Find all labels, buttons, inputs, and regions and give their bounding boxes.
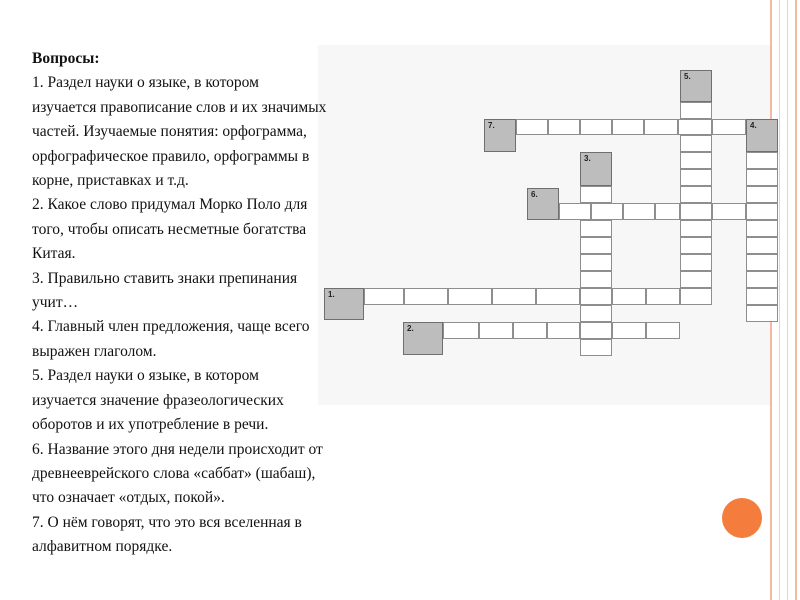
question-line: Китая. (32, 245, 76, 263)
crossword-cell[interactable] (580, 339, 612, 356)
crossword-cell[interactable] (646, 288, 680, 305)
crossword-cell[interactable] (746, 169, 778, 186)
questions-list (32, 71, 422, 559)
crossword-cell[interactable] (746, 288, 778, 305)
crossword-cell[interactable] (746, 220, 778, 237)
crossword-cell[interactable] (580, 271, 612, 288)
crossword-cell[interactable] (680, 220, 712, 237)
crossword-cell[interactable] (680, 203, 712, 220)
crossword-cell[interactable] (644, 119, 678, 135)
question-line: 1. Раздел науки о языке, в котором (32, 74, 259, 92)
questions-block (32, 47, 422, 560)
slide-border-line (779, 0, 780, 600)
crossword-cell[interactable] (580, 220, 612, 237)
crossword-cell[interactable] (746, 203, 778, 220)
crossword-cell[interactable] (680, 288, 712, 305)
crossword-cell[interactable] (580, 254, 612, 271)
crossword-cell[interactable] (580, 305, 612, 322)
crossword-cell[interactable] (580, 119, 612, 135)
crossword-cell[interactable] (580, 288, 612, 305)
crossword-cell[interactable] (746, 237, 778, 254)
question-line: корне, приставках и т.д. (32, 172, 189, 190)
crossword-cell[interactable] (746, 271, 778, 288)
accent-circle (722, 498, 762, 538)
question-line: оборотов и их употребление в речи. (32, 416, 269, 434)
crossword-cell[interactable] (746, 186, 778, 203)
crossword-cell[interactable] (548, 119, 580, 135)
crossword-cell[interactable] (559, 203, 591, 220)
clue-number-5: 5. (680, 70, 712, 102)
crossword-cell[interactable] (612, 119, 644, 135)
question-line: учит… (32, 294, 79, 312)
crossword-cell[interactable] (448, 288, 492, 305)
crossword-cell[interactable] (655, 203, 680, 220)
question-line: орфографическое правило, орфограммы в (32, 147, 310, 165)
question-line: изучается правописание слов и их значимых (32, 98, 327, 116)
slide-border-line (787, 0, 788, 600)
question-line: что означает «отдых, покой». (32, 489, 225, 507)
crossword-cell[interactable] (680, 254, 712, 271)
question-line: 2. Какое слово придумал Морко Поло для (32, 196, 308, 214)
clue-number-7: 7. (484, 119, 516, 152)
slide-border-line (795, 0, 797, 600)
crossword-cell[interactable] (492, 288, 536, 305)
crossword-cell[interactable] (612, 322, 646, 339)
question-line: 4. Главный член предложения, чаще всего (32, 318, 310, 336)
crossword-cell[interactable] (680, 169, 712, 186)
clue-number-4: 4. (746, 119, 778, 152)
crossword-cell[interactable] (746, 152, 778, 169)
crossword-cell[interactable] (612, 288, 646, 305)
crossword-cell[interactable] (680, 186, 712, 203)
question-line: того, чтобы описать несметные богатства (32, 220, 307, 238)
crossword-cell[interactable] (712, 119, 746, 135)
crossword-cell[interactable] (536, 288, 580, 305)
crossword-cell[interactable] (623, 203, 655, 220)
crossword-cell[interactable] (479, 322, 513, 339)
clue-number-3: 3. (580, 152, 612, 186)
crossword-cell[interactable] (678, 119, 712, 135)
clue-number-1: 1. (324, 288, 364, 320)
question-line: алфавитном порядке. (32, 538, 173, 556)
crossword-cell[interactable] (680, 237, 712, 254)
question-line: изучается значение фразеологических (32, 391, 284, 409)
crossword-cell[interactable] (547, 322, 580, 339)
crossword-cell[interactable] (443, 322, 479, 339)
question-line: 7. О нём говорят, что это вся вселенная в (32, 513, 302, 531)
crossword-cell[interactable] (680, 271, 712, 288)
crossword-cell[interactable] (580, 237, 612, 254)
crossword-cell[interactable] (680, 135, 712, 152)
question-line: древнееврейского слова «саббат» (шабаш), (32, 464, 316, 482)
question-line: выражен глаголом. (32, 342, 157, 360)
question-line: 5. Раздел науки о языке, в котором (32, 367, 259, 385)
question-line: 3. Правильно ставить знаки препинания (32, 269, 298, 287)
question-line: 6. Название этого дня недели происходит от (32, 440, 323, 458)
questions-title: Вопросы: (32, 50, 100, 67)
clue-number-6: 6. (527, 188, 559, 220)
crossword-cell[interactable] (580, 322, 612, 339)
clue-number-2: 2. (403, 322, 443, 355)
crossword-cell[interactable] (646, 322, 680, 339)
crossword-cell[interactable] (516, 119, 548, 135)
crossword-cell[interactable] (746, 305, 778, 322)
crossword-cell[interactable] (591, 203, 623, 220)
crossword-cell[interactable] (746, 254, 778, 271)
crossword-cell[interactable] (712, 203, 746, 220)
crossword-cell[interactable] (580, 186, 612, 203)
question-line: частей. Изучаемые понятия: орфограмма, (32, 123, 307, 141)
crossword-cell[interactable] (513, 322, 547, 339)
crossword-cell[interactable] (680, 152, 712, 169)
crossword-cell[interactable] (680, 102, 712, 119)
